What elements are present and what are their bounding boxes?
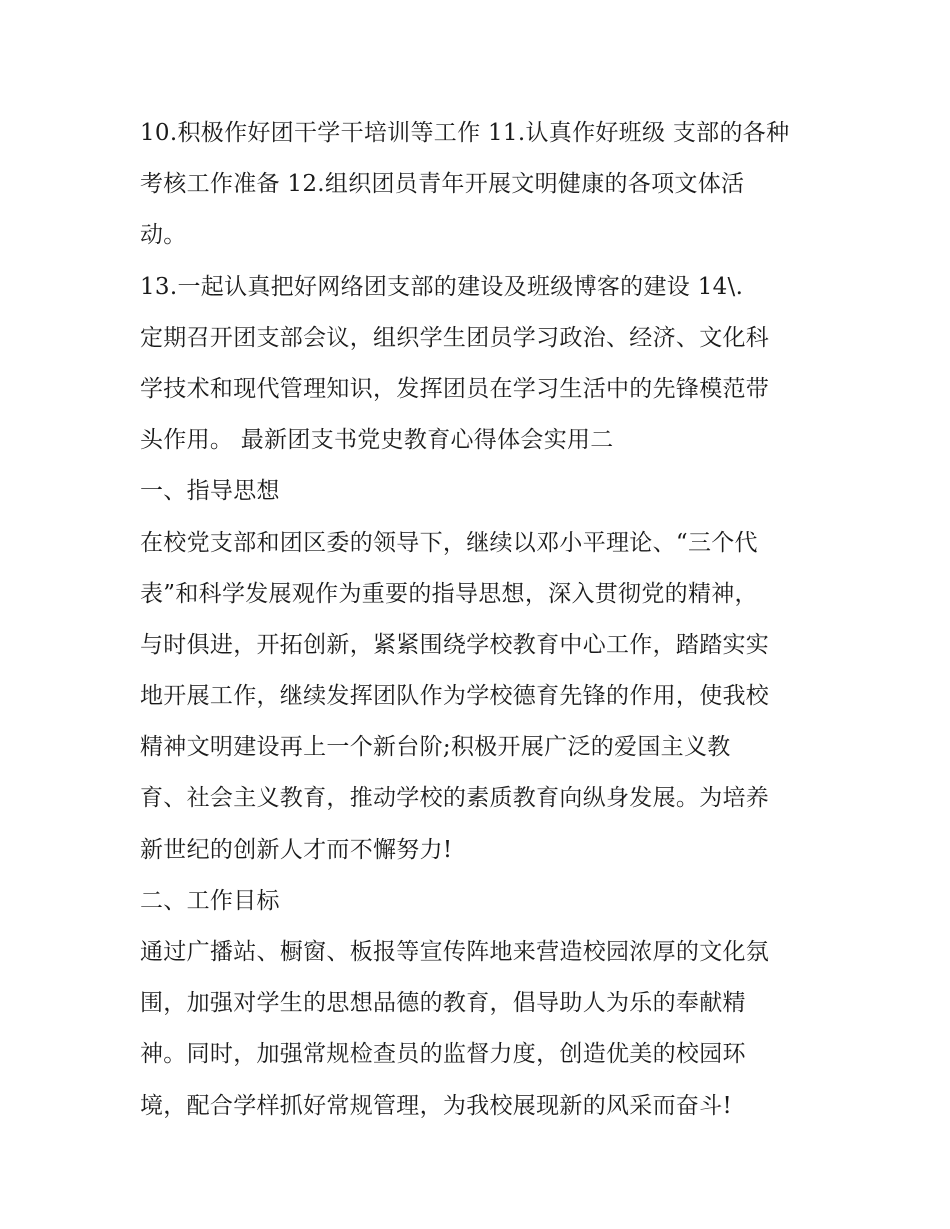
text-line: 精神文明建设再上一个新台阶;积极开展广泛的爱国主义教	[140, 734, 731, 761]
text-line: 新世纪的创新人才而不懈努力!	[140, 836, 453, 863]
section-heading: 一、指导思想	[140, 478, 280, 505]
text-line: 10.积极作好团干学干培训等工作 11.认真作好班级 支部的各种	[140, 120, 790, 146]
text-line: 在校党支部和团区委的领导下，继续以邓小平理论、“三个代	[140, 529, 758, 556]
text-line: 与时俱进，开拓创新，紧紧围绕学校教育中心工作，踏踏实实	[140, 631, 770, 658]
text-line: 13.一起认真把好网络团支部的建设及班级博客的建设 14\.	[140, 273, 744, 300]
text-line: 学技术和现代管理知识，发挥团员在学习生活中的先锋模范带	[140, 375, 770, 402]
text-line: 神。同时，加强常规检查员的监督力度，创造优美的校园环	[140, 1041, 746, 1068]
text-line: 表”和科学发展观作为重要的指导思想，深入贯彻党的精神，	[140, 580, 758, 607]
text-line: 围，加强对学生的思想品德的教育，倡导助人为乐的奉献精	[140, 990, 746, 1017]
text-line: 定期召开团支部会议，组织学生团员学习政治、经济、文化科	[140, 324, 770, 351]
text-line: 通过广播站、橱窗、板报等宣传阵地来营造校园浓厚的文化氛	[140, 939, 770, 965]
text-line: 育、社会主义教育，推动学校的素质教育向纵身发展。为培养	[140, 785, 770, 812]
document-body	[140, 108, 820, 1132]
text-line: 考核工作准备 12.组织团员青年开展文明健康的各项文体活	[140, 171, 745, 198]
text-line: 地开展工作，继续发挥团队作为学校德育先锋的作用，使我校	[140, 683, 770, 710]
section-heading: 二、工作目标	[140, 887, 280, 914]
text-line: 动。	[140, 222, 187, 249]
text-line: 头作用。 最新团支书党史教育心得体会实用二	[140, 427, 614, 454]
text-line: 境，配合学样抓好常规管理，为我校展现新的风采而奋斗!	[140, 1092, 733, 1119]
